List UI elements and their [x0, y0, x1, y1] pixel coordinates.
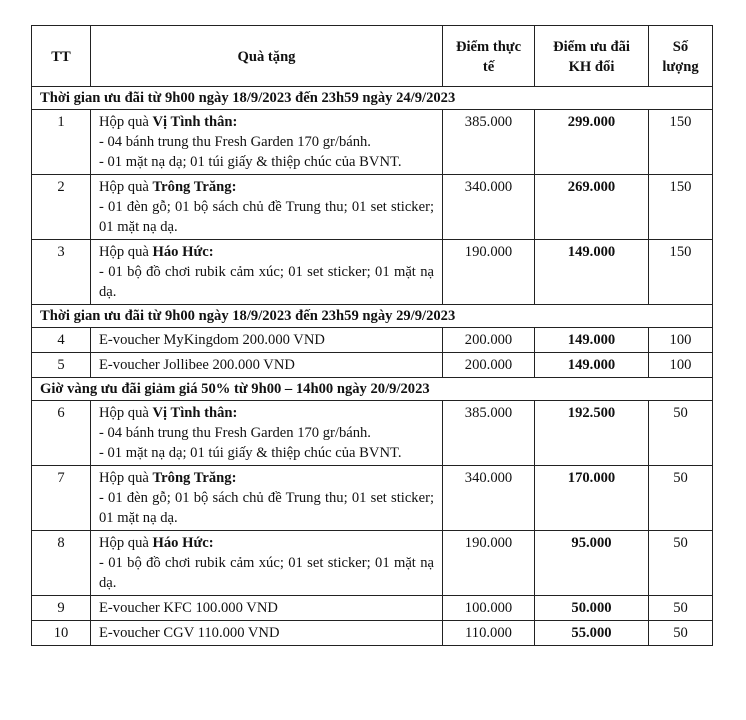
- section-row: [32, 87, 713, 110]
- quantity: 50: [649, 596, 713, 621]
- row-number: 3: [32, 240, 91, 305]
- table-row: [32, 596, 713, 621]
- table-row: [32, 466, 713, 531]
- gift-description: [91, 110, 443, 175]
- table-row: [32, 353, 713, 378]
- gift-name: Háo Hức:: [152, 535, 214, 551]
- gift-title: [99, 598, 434, 618]
- header-gift: Quà tặng: [91, 26, 443, 87]
- gift-description: [91, 531, 443, 596]
- row-number: 2: [32, 175, 91, 240]
- gift-item-line: - 01 bộ đồ chơi rubik cảm xúc; 01 set sticker; 01 mặt nạ dạ.: [99, 264, 434, 300]
- row-number: 6: [32, 401, 91, 466]
- redeem-points: 55.000: [535, 621, 649, 646]
- actual-points: 340.000: [443, 466, 535, 531]
- actual-points: 110.000: [443, 621, 535, 646]
- gift-item-line: - 01 mặt nạ dạ; 01 túi giấy & thiệp chúc của BVNT.: [99, 154, 402, 170]
- gift-description: [91, 596, 443, 621]
- gift-prefix: E-voucher CGV 110.000 VND: [99, 625, 280, 641]
- gift-description: [91, 240, 443, 305]
- gift-description: [91, 353, 443, 378]
- quantity: 50: [649, 621, 713, 646]
- redeem-points: 149.000: [535, 328, 649, 353]
- gift-prefix: E-voucher MyKingdom 200.000 VND: [99, 332, 325, 348]
- row-number: 5: [32, 353, 91, 378]
- gift-prefix: Hộp quà: [99, 114, 153, 130]
- actual-points: 100.000: [443, 596, 535, 621]
- gift-title: [99, 533, 434, 553]
- gift-name: Trông Trăng:: [152, 470, 237, 486]
- redeem-points: 95.000: [535, 531, 649, 596]
- gift-item-line: - 04 bánh trung thu Fresh Garden 170 gr/bánh.: [99, 134, 371, 150]
- gift-prefix: Hộp quà: [99, 470, 153, 486]
- gift-description: [91, 466, 443, 531]
- section-title: Thời gian ưu đãi từ 9h00 ngày 18/9/2023 đến 23h59 ngày 24/9/2023: [32, 87, 713, 110]
- gift-item-line: - 01 mặt nạ dạ; 01 túi giấy & thiệp chúc của BVNT.: [99, 445, 402, 461]
- row-number: 1: [32, 110, 91, 175]
- gift-name: Vị Tình thân:: [152, 114, 238, 130]
- gift-prefix: E-voucher KFC 100.000 VND: [99, 600, 278, 616]
- header-redeem-points: Điểm ưu đãi KH đổi: [535, 26, 649, 87]
- header-tt: TT: [32, 26, 91, 87]
- gift-item-line: - 01 đèn gỗ; 01 bộ sách chủ đề Trung thu; 01 set sticker; 01 mặt nạ dạ.: [99, 490, 434, 526]
- table-row: [32, 401, 713, 466]
- gift-description: [91, 401, 443, 466]
- gift-table: [31, 25, 713, 646]
- gift-prefix: Hộp quà: [99, 535, 153, 551]
- section-title: Thời gian ưu đãi từ 9h00 ngày 18/9/2023 đến 23h59 ngày 29/9/2023: [32, 305, 713, 328]
- redeem-points: 269.000: [535, 175, 649, 240]
- table-body: [32, 87, 713, 646]
- gift-title: [99, 330, 434, 350]
- section-row: [32, 378, 713, 401]
- redeem-points: 149.000: [535, 353, 649, 378]
- gift-description: [91, 328, 443, 353]
- gift-title: [99, 623, 434, 643]
- table-row: [32, 175, 713, 240]
- actual-points: 190.000: [443, 531, 535, 596]
- gift-title: [99, 177, 434, 197]
- row-number: 10: [32, 621, 91, 646]
- gift-title: [99, 355, 434, 375]
- gift-title: [99, 112, 434, 132]
- gift-title: [99, 242, 434, 262]
- gift-description: [91, 175, 443, 240]
- gift-name: Trông Trăng:: [152, 179, 237, 195]
- row-number: 4: [32, 328, 91, 353]
- actual-points: 200.000: [443, 353, 535, 378]
- table-header-row: [32, 26, 713, 87]
- gift-title: [99, 468, 434, 488]
- quantity: 150: [649, 240, 713, 305]
- actual-points: 190.000: [443, 240, 535, 305]
- table-row: [32, 531, 713, 596]
- row-number: 9: [32, 596, 91, 621]
- row-number: 8: [32, 531, 91, 596]
- gift-item-line: - 01 bộ đồ chơi rubik cảm xúc; 01 set sticker; 01 mặt nạ dạ.: [99, 555, 434, 591]
- quantity: 50: [649, 466, 713, 531]
- redeem-points: 149.000: [535, 240, 649, 305]
- section-row: [32, 305, 713, 328]
- redeem-points: 50.000: [535, 596, 649, 621]
- gift-name: Vị Tình thân:: [152, 405, 238, 421]
- gift-item-line: - 01 đèn gỗ; 01 bộ sách chủ đề Trung thu; 01 set sticker; 01 mặt nạ dạ.: [99, 199, 434, 235]
- row-number: 7: [32, 466, 91, 531]
- gift-title: [99, 403, 434, 423]
- gift-name: Háo Hức:: [152, 244, 214, 260]
- header-quantity: Số lượng: [649, 26, 713, 87]
- quantity: 100: [649, 353, 713, 378]
- redeem-points: 192.500: [535, 401, 649, 466]
- quantity: 150: [649, 175, 713, 240]
- quantity: 150: [649, 110, 713, 175]
- quantity: 50: [649, 401, 713, 466]
- gift-prefix: E-voucher Jollibee 200.000 VND: [99, 357, 295, 373]
- table-row: [32, 110, 713, 175]
- gift-prefix: Hộp quà: [99, 179, 153, 195]
- table-row: [32, 240, 713, 305]
- gift-prefix: Hộp quà: [99, 405, 153, 421]
- gift-prefix: Hộp quà: [99, 244, 153, 260]
- redeem-points: 170.000: [535, 466, 649, 531]
- actual-points: 340.000: [443, 175, 535, 240]
- actual-points: 385.000: [443, 401, 535, 466]
- table-row: [32, 621, 713, 646]
- actual-points: 200.000: [443, 328, 535, 353]
- header-actual-points: Điểm thực tế: [443, 26, 535, 87]
- table-row: [32, 328, 713, 353]
- section-title: Giờ vàng ưu đãi giảm giá 50% từ 9h00 – 14h00 ngày 20/9/2023: [32, 378, 713, 401]
- gift-description: [91, 621, 443, 646]
- quantity: 50: [649, 531, 713, 596]
- redeem-points: 299.000: [535, 110, 649, 175]
- actual-points: 385.000: [443, 110, 535, 175]
- quantity: 100: [649, 328, 713, 353]
- gift-item-line: - 04 bánh trung thu Fresh Garden 170 gr/bánh.: [99, 425, 371, 441]
